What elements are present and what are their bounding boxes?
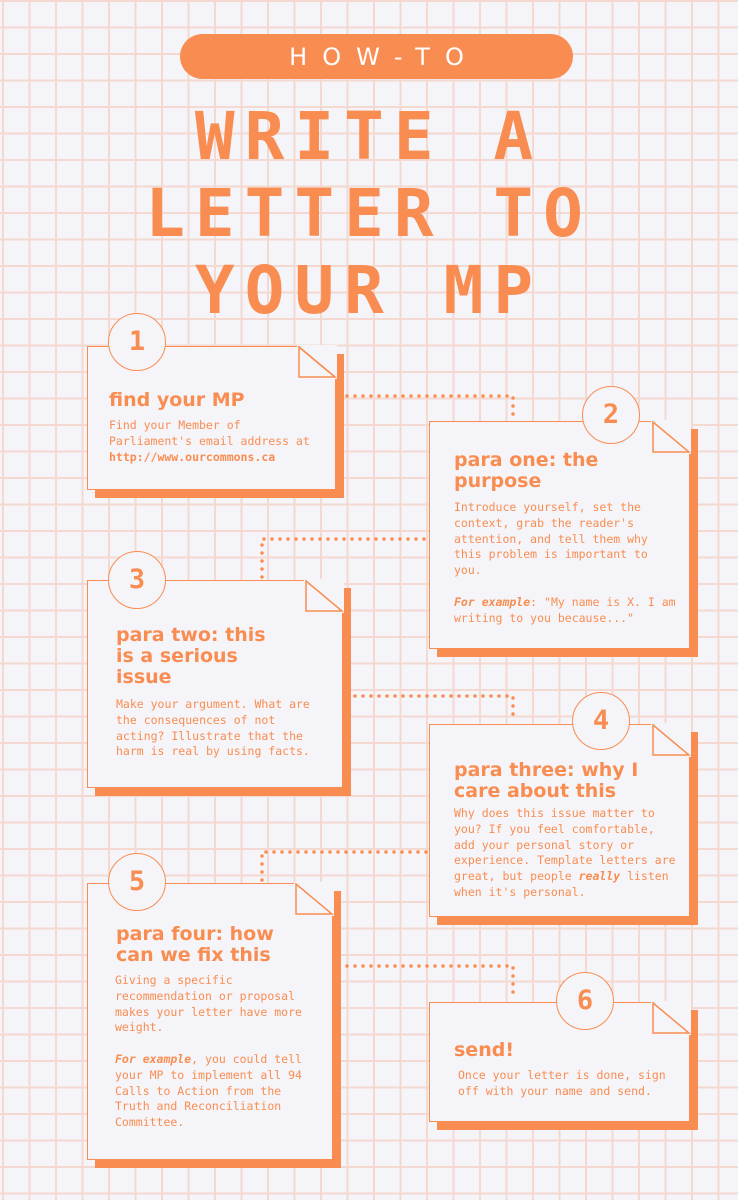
step-3-number: 3 — [108, 551, 166, 609]
step-5-number: 5 — [108, 853, 166, 911]
page-title — [0, 98, 738, 329]
step-4-description-end: listen when it's personal. — [454, 869, 669, 899]
ourcommons-link[interactable]: http://www.ourcommons.ca — [109, 449, 276, 464]
step-5-heading-line-1: para four: how — [116, 923, 274, 945]
step-2-example-text: : "My name is X. I am writing to you because..." — [454, 594, 676, 625]
connector-4-5 — [258, 848, 433, 883]
step-1-heading: find your MP — [109, 389, 245, 411]
connector-3-4 — [345, 692, 520, 722]
title-line-2: LETTER TO — [145, 175, 593, 252]
page-fold-icon — [304, 579, 344, 613]
step-6-heading: send! — [454, 1039, 514, 1061]
step-2-text — [454, 500, 676, 626]
title-line-3: YOUR MP — [194, 252, 544, 329]
step-2-heading — [454, 450, 684, 492]
page-fold-icon — [297, 345, 337, 379]
step-6-text: Once your letter is done, sign off with your name and send. — [458, 1068, 666, 1098]
how-to-badge: HOW-TO — [180, 34, 573, 79]
step-2-example-label: For example — [454, 594, 531, 609]
step-5-example-label: For example — [115, 1051, 192, 1066]
step-4-heading — [454, 760, 686, 802]
step-2-heading-line-1: para one: the — [454, 449, 599, 471]
title-line-1: WRITE A — [194, 98, 544, 175]
step-3-heading — [116, 625, 336, 688]
step-3-text: Make your argument. What are the consequences of not acting? Illustrate that the harm is real by using facts. — [116, 697, 310, 759]
step-4-heading-line-1: para three: why I — [454, 759, 639, 781]
page-fold-icon — [651, 1001, 691, 1035]
step-2-number: 2 — [582, 386, 640, 444]
page-fold-icon — [294, 882, 334, 916]
step-2-description: Introduce yourself, set the context, grab the reader's attention, and tell them why this problem is important to you. — [454, 500, 648, 578]
step-4-heading-line-2: care about this — [454, 780, 617, 802]
step-5-heading — [116, 924, 328, 966]
step-5-example-text: , you could tell your MP to implement all 94 Calls to Action from the Truth and Reconciliation Committee. — [115, 1051, 302, 1130]
step-3-heading-line-3: issue — [116, 666, 172, 688]
step-6-card — [429, 1002, 690, 1122]
connector-5-6 — [345, 962, 520, 1002]
page-fold-icon — [651, 420, 691, 454]
step-1-number: 1 — [108, 313, 166, 371]
step-1-text — [109, 418, 324, 465]
step-5-description: Giving a specific recommendation or proposal makes your letter have more weight. — [115, 973, 302, 1035]
page-fold-icon — [651, 723, 691, 757]
step-2-heading-line-2: purpose — [454, 470, 542, 492]
connector-1-2 — [345, 392, 520, 422]
step-4-description: Why does this issue matter to you? If you feel comfortable, add your personal story or experience. Template letters are great, but people — [454, 806, 676, 884]
step-4-text — [454, 806, 679, 901]
step-4-emphasis: really — [578, 869, 621, 884]
step-6-number: 6 — [556, 972, 614, 1030]
connector-2-3 — [258, 535, 433, 580]
step-1-description: Find your Member of Parliament's email address at — [109, 418, 310, 448]
step-3-heading-line-2: is a serious — [116, 645, 238, 667]
step-5-text — [115, 973, 315, 1131]
step-4-number: 4 — [572, 692, 630, 750]
step-5-heading-line-2: can we fix this — [116, 944, 271, 966]
step-3-heading-line-1: para two: this — [116, 624, 266, 646]
